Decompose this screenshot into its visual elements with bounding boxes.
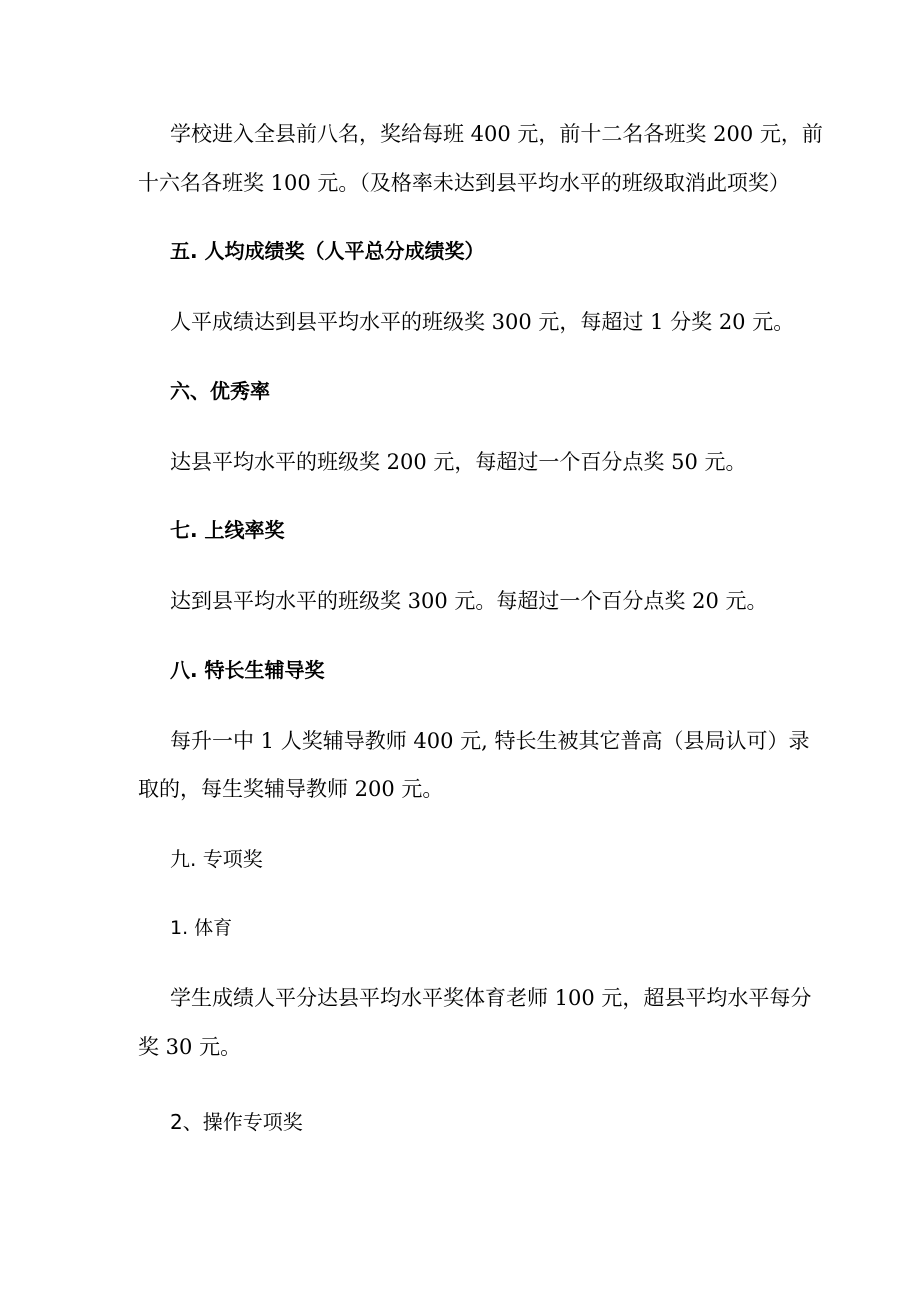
paragraph-line: 达县平均水平的班级奖 200 元，每超过一个百分点奖 50 元。 <box>170 450 747 474</box>
paragraph-line: 十六名各班奖 100 元。（及格率未达到县平均水平的班级取消此项奖） <box>138 171 790 195</box>
paragraph-line: 达到县平均水平的班级奖 300 元。每超过一个百分点奖 20 元。 <box>170 589 768 613</box>
paragraph-line: 奖 30 元。 <box>138 1035 242 1059</box>
subsection-heading-sports: 1. 体育 <box>170 917 233 939</box>
section-heading-7: 七. 上线率奖 <box>170 518 285 542</box>
paragraph-line: 学校进入全县前八名，奖给每班 400 元，前十二名各班奖 200 元，前 <box>170 122 823 146</box>
section-heading-6: 六、优秀率 <box>170 379 270 403</box>
section-heading-5: 五. 人均成绩奖（人平总分成绩奖） <box>170 239 485 263</box>
subsection-heading-operation: 2、操作专项奖 <box>170 1110 303 1134</box>
section-heading-9: 九. 专项奖 <box>170 847 263 871</box>
paragraph-line: 取的，每生奖辅导教师 200 元。 <box>138 777 444 801</box>
section-heading-8: 八. 特长生辅导奖 <box>170 658 325 682</box>
paragraph-line: 学生成绩人平分达县平均水平奖体育老师 100 元，超县平均水平每分 <box>170 986 812 1010</box>
paragraph-line: 人平成绩达到县平均水平的班级奖 300 元，每超过 1 分奖 20 元。 <box>170 310 795 334</box>
paragraph-line: 每升一中 1 人奖辅导教师 400 元, 特长生被其它普高（县局认可）录 <box>170 729 810 753</box>
